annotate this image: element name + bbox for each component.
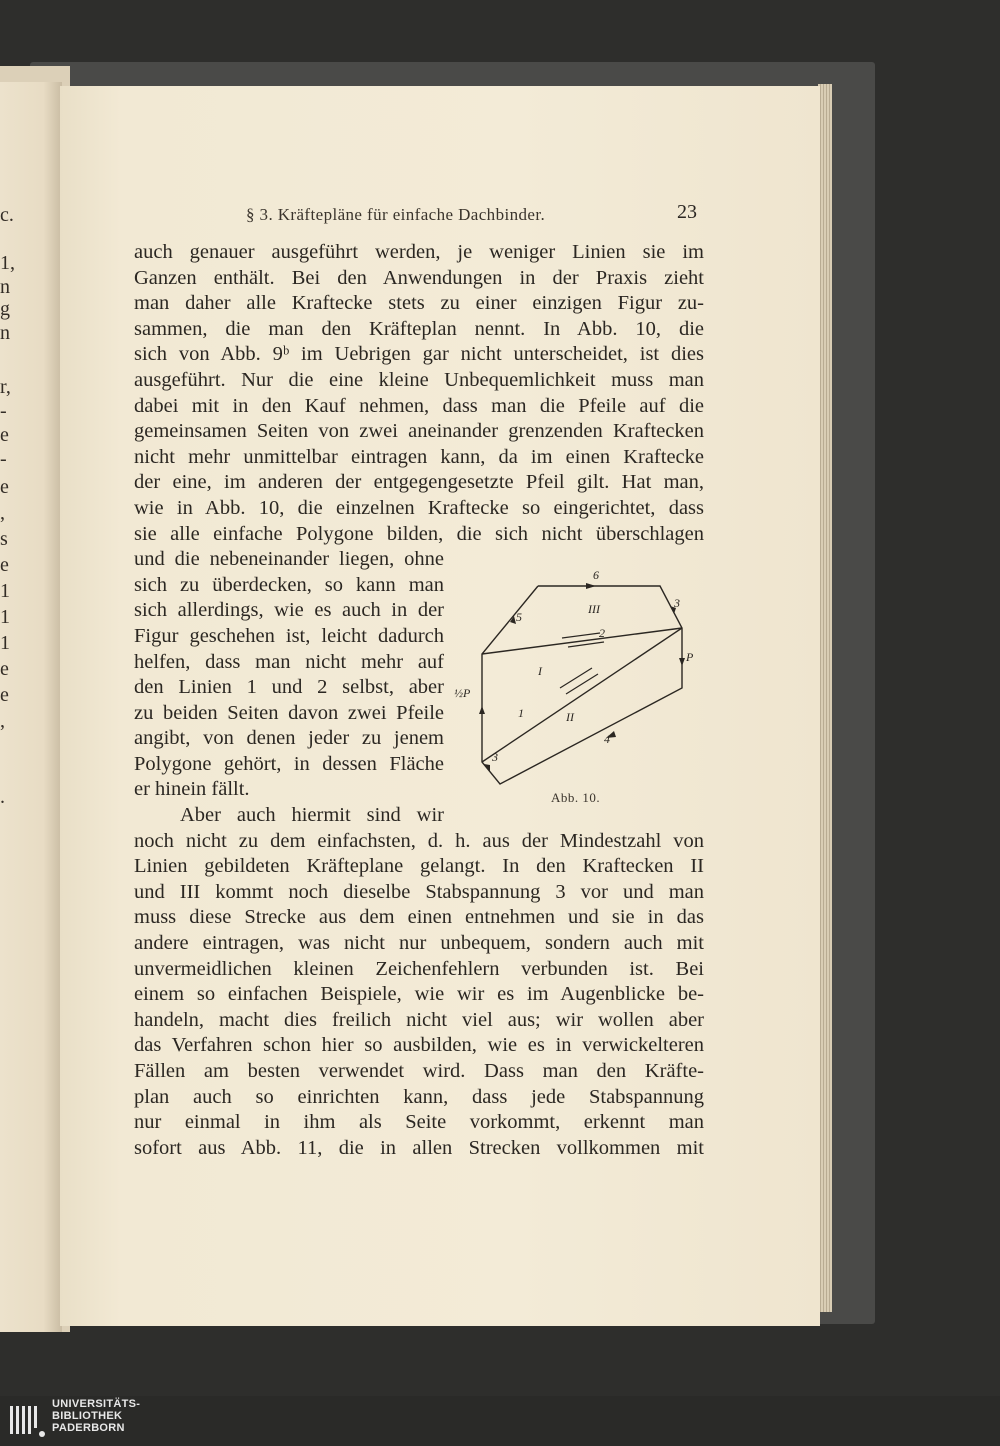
text-line: Fällen am besten verwendet wird. Dass man den Kräfte- [134,1060,704,1082]
left-fragment: . [0,786,5,808]
text-line: plan auch so einrichten kann, dass jede Stabspannung [134,1085,704,1108]
left-fragment: r, [0,376,11,398]
running-head: § 3. Kräftepläne für einfache Dachbinder. [246,205,546,224]
text-line: andere eintragen, was nicht nur unbequem, sondern auch mit [134,932,704,955]
text-line: handeln, macht dies freilich nicht viel aus; wir wollen aber [134,1008,704,1031]
text-line: helfen, dass man nicht mehr auf [134,650,444,673]
text-line: unvermeidlichen kleinen Zeichenfehlern verbunden ist. Bei [134,957,704,980]
text-line: gemeinsamen Seiten von zwei aneinander grenzenden Kraftecken [134,420,704,443]
text-line: sich allerdings, wie es auch in der [134,599,444,622]
text-line: Aber auch hiermit sind wir [180,804,444,827]
text-line: wie in Abb. 10, die einzelnen Kraftecke so eingerichtet, dass [134,496,704,519]
left-fragment: , [0,502,5,524]
text-line: sich zu überdecken, so kann man [134,573,444,596]
left-fragment: n [0,322,10,344]
label-P: P [686,650,694,664]
label-II: II [566,710,574,724]
left-fragment: - [0,400,7,422]
library-name [52,1398,140,1434]
left-fragment: g [0,298,10,320]
library-logo-icon [6,1400,46,1440]
text-line: das Verfahren schon hier so ausbilden, wie es in verwickelteren [134,1034,704,1057]
text-line: Ganzen enthält. Bei den Anwendungen in der Praxis zieht [134,266,704,289]
left-fragment: e [0,684,9,706]
figure-caption: Abb. 10. [551,790,601,805]
text-line: angibt, von denen jeder zu jenem [134,727,444,750]
text-line: auch genauer ausgeführt werden, je weniger Linien sie im [134,241,704,263]
text-line: nicht mehr unmittelbar eintragen kann, da im einen Kraftecke [134,445,704,468]
label-3: 3 [674,596,680,610]
left-fragment: e [0,424,9,446]
text-line: nur einmal in ihm als Seite vorkommt, erkennt man [134,1111,704,1134]
text-line: sofort aus Abb. 11, die in allen Strecken vollkommen mit [134,1136,704,1159]
library-name-line: BIBLIOTHEK [52,1410,123,1422]
label-4: 4 [604,732,610,746]
text-line: Polygone gehört, in dessen Fläche [134,752,444,775]
text-line: sammen, die man den Kräfteplan nennt. In Abb. 10, die [134,317,704,340]
left-fragment: e [0,554,9,576]
text-line: Linien gebildeten Kräfteplane gelangt. In den Kraftecken II [134,855,704,878]
text-line: den Linien 1 und 2 selbst, aber [134,676,444,699]
text-line: sich von Abb. 9ᵇ im Uebrigen gar nicht unterscheidet, ist dies [134,343,704,366]
left-fragment: 1 [0,632,10,654]
arrow-p [679,658,685,666]
label-1: 1 [518,706,524,720]
text-line: er hinein fällt. [134,778,250,801]
left-fragment: s [0,528,8,550]
label-2: 2 [599,626,605,640]
text-line: und die nebeneinander liegen, ohne [134,548,444,571]
text-line: und III kommt noch dieselbe Stabspannung 3 vor und man [134,880,704,903]
arrow-1-lower [566,674,598,694]
arrow-half-p [479,706,485,714]
force-diagram-figure [452,566,714,812]
text-line: einem so einfachen Beispiele, wie wir es im Augenblicke be- [134,983,704,1006]
page-edges [818,84,832,1312]
left-fragment: n [0,276,10,298]
stab-line-1 [482,628,682,762]
left-fragment: e [0,476,9,498]
text-line: dabei mit in den Kauf nehmen, dass man die Pfeile auf die [134,394,704,417]
text-line: noch nicht zu dem einfachsten, d. h. aus der Mindestzahl von [134,829,704,852]
library-name-line: PADERBORN [52,1422,125,1434]
left-fragment: , [0,710,5,732]
label-I: I [538,664,542,678]
text-line: muss diese Strecke aus dem einen entnehmen und sie in das [134,906,704,929]
left-fragment: 1 [0,606,10,628]
label-3-lower: 3 [492,750,498,764]
arrow-1-upper [560,668,592,688]
arrow-2-upper [562,633,600,638]
text-line: ausgeführt. Nur die eine kleine Unbequemlichkeit muss man [134,368,704,391]
label-half-P: ½P [454,686,471,700]
text-line: sie alle einfache Polygone bilden, die sich nicht überschlagen [134,522,704,545]
left-fragment: - [0,448,7,470]
library-footer [0,1396,1000,1446]
left-fragment: c. [0,204,14,226]
left-fragment: 1 [0,580,10,602]
left-fragment: 1, [0,252,15,274]
label-5: 5 [516,610,522,624]
text-line: man daher alle Kraftecke stets zu einer einzigen Figur zu- [134,292,704,315]
left-page [0,82,62,1332]
label-6: 6 [593,568,599,582]
text-line: der eine, im anderen der entgegengesetzte Pfeil gilt. Hat man, [134,471,704,494]
library-name-line: UNIVERSITÄTS- [52,1398,141,1410]
label-III: III [588,602,600,616]
polygon-outline [482,586,682,784]
arrow-6 [586,583,596,589]
left-fragment: e [0,658,9,680]
stab-line-2 [482,628,682,654]
text-line: Figur geschehen ist, leicht dadurch [134,624,444,647]
page-number: 23 [677,201,697,223]
text-line: zu beiden Seiten davon zwei Pfeile [134,701,444,724]
